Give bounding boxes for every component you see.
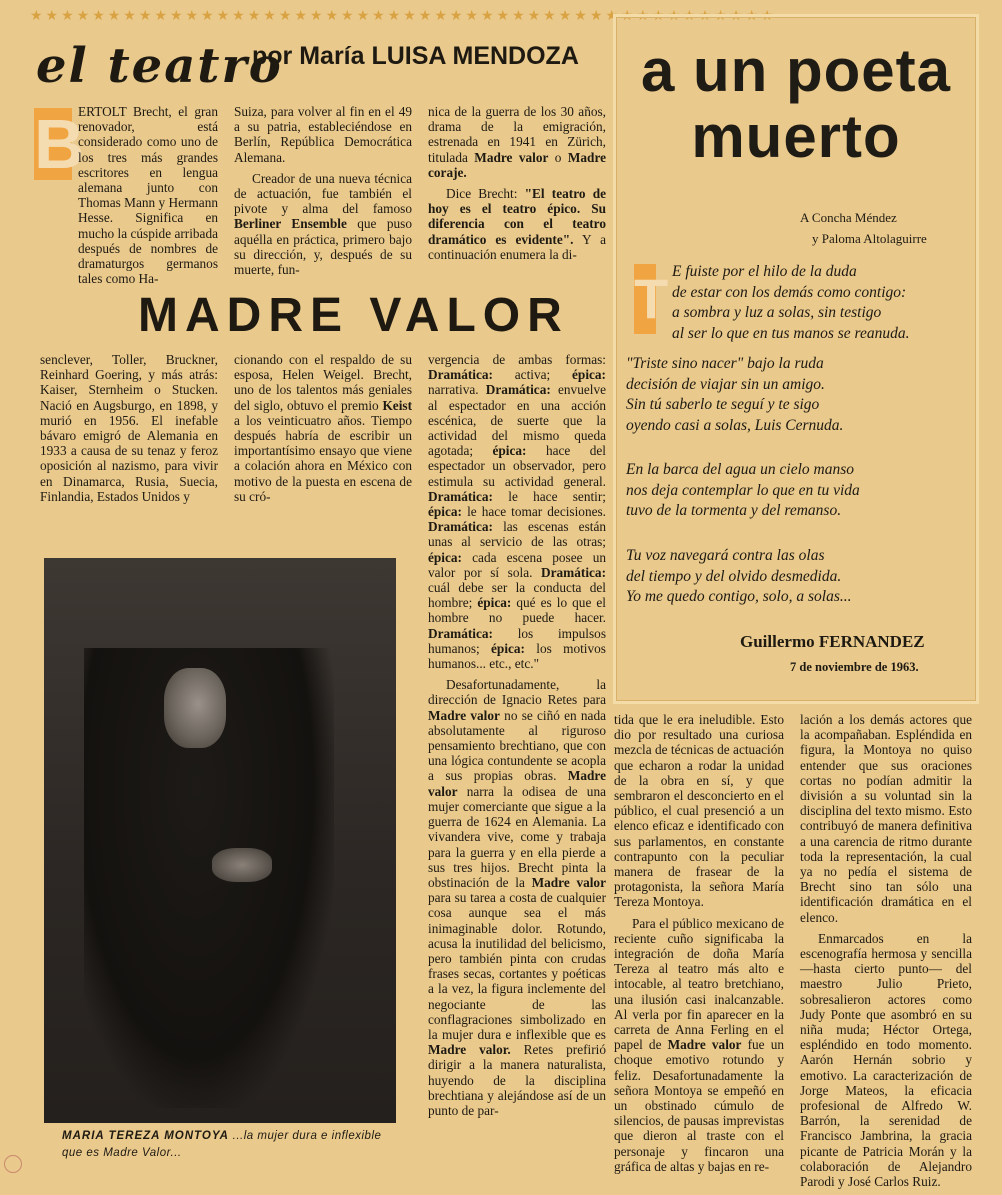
article-headline: MADRE VALOR <box>138 289 569 342</box>
article-paragraph: tida que le era ineludible. Esto dio por resultado una curiosa mezcla de técnicas de actuación que echaron a rodar la unidad de la obra en sí, y que sembraron el desconcierto en el público, el cual presenció a un elenco eficaz e identificado con sus parlamentos, en constante contrapunto con la peculiar manera de frasear de la protagonista, la señora María Tereza Montoya. <box>614 712 784 910</box>
article-dropcap: B <box>34 105 85 183</box>
author-byline: por María LUISA MENDOZA <box>252 42 579 70</box>
poem-stanza: "Triste sino nacer" bajo la ruda decisión de viajar sin un amigo. Sin tú saberlo te seguí y te sigo oyendo casi a solas, Luis Cernuda. <box>626 355 844 434</box>
article-paragraph: Desafortunadamente, la dirección de Ignacio Retes para Madre valor no se ciñó en nada absolutamente al riguroso pensamiento brechtiano, que con una lógica contundente se acopla a sus propias obras. Madre valor narra la odisea de una mujer comerciante que sigue a la guerra de 1624 en Alemania. La vivandera vive, come y trabaja para la guerra y en ella pierde a sus tres hijos. Brecht pinta la obstinación de la Madre valor para su tarea a costa de cualquier cosa aunque sea el más inimaginable dolor. Rotundo, acusa la inutilidad del belicismo, pero también pinta con crudas frases secas, cortantes y poéticas a la vez, la figura inclemente del negociante de las conflagraciones simbolizado en la mujer dura e inflexible que es Madre valor. Retes prefirió dirigir a la manera naturalista, huyendo de la disciplina brechtiana y alejándose así de un punto de par- <box>428 677 606 1118</box>
article-paragraph: nica de la guerra de los 30 años, drama de la emigración, estrenada en 1941 en Zürich, titulada Madre valor o Madre coraje. <box>428 104 607 180</box>
poem-stanza: En la barca del agua un cielo manso nos deja contemplar lo que en tu vida tuvo de la tormenta y del remanso. <box>626 461 860 519</box>
poem-date: 7 de noviembre de 1963. <box>790 660 919 674</box>
article-paragraph: Creador de una nueva técnica de actuación, fue también el pivote y alma del famoso Berliner Ensemble que puso aquélla en práctica, primero bajo su dirección, y, después de su muerte, fun- <box>234 170 412 278</box>
poem-dedication: A Concha Méndez y Paloma Altolaguirre <box>800 210 927 246</box>
article-column-2-top <box>234 104 412 283</box>
photo-caption: MARIA TEREZA MONTOYA ...la mujer dura e inflexible que es Madre Valor... <box>62 1130 382 1159</box>
article-paragraph: senclever, Toller, Bruckner, Reinhard Goering, y más atrás: Kaiser, Sternheim o Stucken. Nació en Augsburgo, en 1898, y murió en 1956. El inefable bávaro emigró de Alemania en 1933 a causa de su tenaz y feroz oposición al nazismo, para vivir en Dinamarca, Rusia, Suecia, Finlandia, Estados Unidos y <box>40 352 218 504</box>
article-paragraph: lación a los demás actores que la acompañaban. Espléndida en figura, la Montoya no quiso entender que sus oraciones cortas no podían admitir la división a su voluntad sin la disciplina del texto mismo. Esto contribuyó de manera definitiva a una carencia de ritmo durante toda la representación, la cual ya no pedía el sistema de Brecht sino tan sólo una identificación dramática en el elenco. <box>800 712 972 925</box>
article-column-1-top <box>40 104 218 292</box>
article-paragraph: Suiza, para volver al fin en el 49 a su patria, estableciéndose en Berlín, República Democrática Alemana. <box>234 104 412 165</box>
article-paragraph: Dice Brecht: "El teatro de hoy es el teatro épico. Su diferencia con el teatro dramático es evidente". Y a continuación enumera la di- <box>428 186 606 262</box>
article-paragraph: Para el público mexicano de reciente cuño significaba la integración de doña María Tereza al teatro más alto e intocable, al teatro bretchiano, una ilusión casi inalcanzable. Al verla por fin aparecer en la carreta de Anna Ferling en el papel de Madre valor fue un choque emotivo rotundo y feliz. Desafortunadamente la señora Montoya se empeñó en un obstinado cúmulo de silencios, de pausas imprevistas que dieron al traste con el personaje y fincaron una gráfica de altas y bajas en re- <box>614 915 784 1174</box>
page-hole-mark <box>4 1155 22 1173</box>
decorative-star-rule: ★★★★★★★★★★★★★★★★★★★★★★★★★★★★★★★★★★★★★★★★★★★★★★★★ <box>30 9 777 24</box>
poem-title: a un poeta muerto <box>640 37 952 170</box>
article-paragraph: cionando con el respaldo de su esposa, Helen Weigel. Brecht, uno de los talentos más geniales del siglo, obtuvo el premio Keist a los veinticuatro años. Tiempo después habría de escribir un importantísimo ensayo que viene a colación ahora en México con motivo de la puesta en escena de su cró- <box>234 352 412 504</box>
actress-photo <box>44 558 396 1123</box>
article-column-5-bottom <box>800 712 972 1195</box>
poem-author: Guillermo FERNANDEZ <box>740 632 925 651</box>
poem-stanza: E fuiste por el hilo de la duda de estar con los demás como contigo: a sombra y luz a solas, sin testigo al ser lo que en tus manos se reanuda. <box>672 263 910 342</box>
photo-hand <box>212 848 272 882</box>
article-paragraph: vergencia de ambas formas: Dramática: activa; épica: narrativa. Dramática: envuelve al espectador en una acción escénica, de suerte que la actividad del mismo queda agotada; épica: hace del espectador un observador, pero estimula su actividad general. Dramática: le hace sentir; épica: le hace tomar decisiones. Dramática: las escenas están unas al servicio de las otras; épica: cada escena posee un valor por sí sola. Dramática: cuál debe ser la conducta del hombre; épica: qué es lo que el hombre no puede hacer. Dramática: los impulsos humanos; épica: los motivos humanos... etc., etc." <box>428 352 606 672</box>
article-column-3-long <box>428 352 606 1124</box>
article-column-2-mid <box>234 352 412 510</box>
photo-face <box>164 668 226 748</box>
article-paragraph: Enmarcados en la escenografía hermosa y sencilla —hasta cierto punto— del maestro Julio Prieto, sobresalieron actores como Judy Ponte que asombró en su niña muda; Héctor Ortega, espléndido en todo momento. Aarón Hernán sobrio y emotivo. La caracterización de Jorge Mateos, la eficacia profesional de Alfredo W. Barrón, la serenidad de Francisco Jambrina, la gracia picante de Patricia Morán y la colaboración de Alejandro Parodi y José Carlos Ruiz. <box>800 930 972 1190</box>
article-column-3-top <box>428 104 606 268</box>
poem-stanza: Tu voz navegará contra las olas del tiempo y del olvido desmedida. Yo me quedo contigo, solo, a solas... <box>626 547 852 605</box>
article-paragraph: ERTOLT Brecht, el gran renovador, está considerado como uno de los tres más grandes escritores en lengua alemana junto con Thomas Mann y Hermann Hesse. Significa en mucho la cúspide arribada después de nombres de dramaturgos germanos tales como Ha- <box>78 104 218 287</box>
article-column-4-bottom <box>614 712 784 1180</box>
section-title: el teatro <box>36 38 283 94</box>
poem-dropcap: T <box>634 264 656 334</box>
article-column-1-mid <box>40 352 218 510</box>
